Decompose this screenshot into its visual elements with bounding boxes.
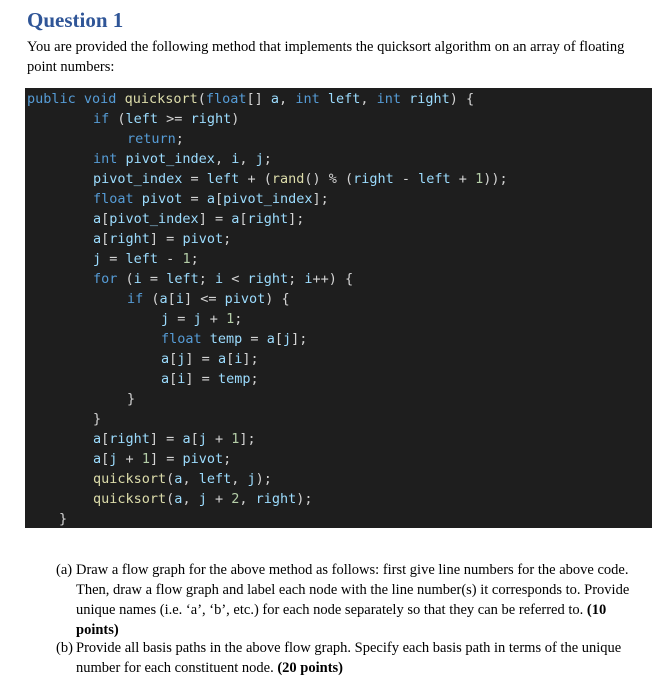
code-token: float <box>205 91 247 107</box>
code-token: + <box>206 431 232 447</box>
code-token: i <box>231 151 240 167</box>
code-token: >= <box>158 111 191 127</box>
code-token: int <box>93 151 118 167</box>
code-token: ( <box>197 91 206 107</box>
code-token: j <box>193 311 202 327</box>
code-token: rand <box>271 171 305 187</box>
code-line-6 <box>93 189 329 209</box>
part-b-points: (20 points) <box>277 660 343 676</box>
code-token: for <box>93 271 118 287</box>
code-token: right <box>109 231 150 247</box>
code-token: ]; <box>291 331 308 347</box>
code-token: a <box>161 371 170 387</box>
code-token: i <box>177 371 186 387</box>
code-line-8 <box>93 229 231 249</box>
code-token: = <box>141 271 167 287</box>
code-token: [ <box>167 291 176 307</box>
code-token: ; <box>198 271 215 287</box>
code-token: a <box>93 211 102 227</box>
code-token: pivot_index <box>223 191 313 207</box>
code-line-15 <box>161 369 259 389</box>
code-token: j <box>161 311 170 327</box>
code-line-21 <box>93 489 313 509</box>
part-a-marker: (a) <box>56 562 73 578</box>
code-token <box>116 91 124 107</box>
code-token <box>401 91 409 107</box>
code-token: ( <box>117 271 134 287</box>
code-token: ) { <box>265 291 290 307</box>
code-token: float <box>161 331 202 347</box>
code-token: a <box>270 91 280 107</box>
code-token <box>320 91 328 107</box>
code-token: ] = <box>198 211 232 227</box>
code-token: j <box>109 451 118 467</box>
code-token: left <box>125 251 159 267</box>
code-token: ; <box>234 311 243 327</box>
code-token: right <box>409 91 450 107</box>
code-token: , <box>239 151 256 167</box>
part-b-text: Provide all basis paths in the above flow graph. Specify each basis path in terms of the unique number for each constituent node. <box>76 640 622 676</box>
code-token: ; <box>263 151 272 167</box>
code-token <box>117 151 125 167</box>
code-token: i <box>214 271 224 287</box>
code-token: ) <box>231 111 240 127</box>
code-token: ] = <box>149 231 183 247</box>
part-b-text-block <box>76 638 646 678</box>
code-token: right <box>109 431 150 447</box>
code-token: [ <box>226 351 235 367</box>
code-token: ++) { <box>312 271 354 287</box>
code-token: ] = <box>149 431 183 447</box>
code-token: )); <box>483 171 508 187</box>
code-token: pivot <box>141 191 183 207</box>
code-token <box>76 91 84 107</box>
code-line-18 <box>93 429 256 449</box>
code-token: a <box>161 351 170 367</box>
code-token: ] = <box>149 451 183 467</box>
code-token: j <box>177 351 186 367</box>
code-token: j <box>93 251 102 267</box>
code-token: + <box>201 311 227 327</box>
code-token: = <box>242 331 267 347</box>
code-token: 2 <box>231 491 240 507</box>
code-token: 1 <box>226 311 235 327</box>
code-token: = <box>182 171 207 187</box>
code-token: ] = <box>185 351 218 367</box>
code-token: a <box>182 431 191 447</box>
code-token: ( <box>166 471 175 487</box>
code-token: = <box>169 311 194 327</box>
code-token: quicksort <box>124 91 198 107</box>
code-token: int <box>376 91 402 107</box>
code-token: j <box>255 151 264 167</box>
code-token: quicksort <box>93 471 167 487</box>
code-token: + <box>117 451 142 467</box>
code-token: float <box>93 191 134 207</box>
code-line-17 <box>93 409 101 429</box>
code-token: , <box>182 491 199 507</box>
code-token: < <box>223 271 248 287</box>
code-token: , <box>239 491 256 507</box>
code-token: ; <box>190 251 199 267</box>
code-token: [ <box>101 211 110 227</box>
question-part-a <box>56 560 646 640</box>
code-block <box>25 88 652 528</box>
code-line-3 <box>127 129 184 149</box>
code-token: j <box>247 471 256 487</box>
code-token: [ <box>101 451 110 467</box>
code-token: [ <box>101 431 110 447</box>
part-a-text-block <box>76 560 646 640</box>
code-token: right <box>353 171 394 187</box>
code-token: int <box>295 91 320 107</box>
code-token: + <box>450 171 476 187</box>
code-token: 1 <box>141 451 150 467</box>
code-token: ; <box>288 271 305 287</box>
code-token: [ <box>169 371 178 387</box>
code-token: left <box>327 91 361 107</box>
code-token: 1 <box>182 251 191 267</box>
code-token: ]; <box>288 211 305 227</box>
code-token: a <box>174 491 183 507</box>
code-token: ); <box>296 491 313 507</box>
code-token: , <box>231 471 248 487</box>
question-title: Question 1 <box>27 8 124 32</box>
code-token: a <box>159 291 168 307</box>
code-token: j <box>198 491 207 507</box>
code-token: 1 <box>231 431 240 447</box>
code-line-22 <box>59 509 67 529</box>
code-token: temp <box>209 331 243 347</box>
code-token: , <box>360 91 377 107</box>
code-token: i <box>304 271 313 287</box>
question-intro: You are provided the following method that implements the quicksort algorithm on an array of floating point numbers: <box>27 39 625 75</box>
code-token: ( <box>143 291 160 307</box>
code-token: left <box>198 471 232 487</box>
code-line-14 <box>161 349 259 369</box>
code-line-10 <box>93 269 353 289</box>
code-token: = <box>101 251 126 267</box>
code-token: a <box>93 451 102 467</box>
part-b-marker: (b) <box>56 640 73 656</box>
code-token: ; <box>250 371 259 387</box>
code-token: a <box>93 431 102 447</box>
code-token: + ( <box>239 171 272 187</box>
code-token: right <box>247 211 289 227</box>
code-token: i <box>133 271 142 287</box>
code-token: [ <box>214 191 224 207</box>
code-token: ] <= <box>183 291 225 307</box>
code-token: right <box>190 111 232 127</box>
code-line-5 <box>93 169 508 189</box>
code-token: ; <box>223 231 232 247</box>
code-line-19 <box>93 449 231 469</box>
code-token: () % ( <box>304 171 354 187</box>
code-token: 1 <box>475 171 484 187</box>
code-token: [ <box>239 211 248 227</box>
code-token: left <box>418 171 451 187</box>
code-token: left <box>125 111 159 127</box>
code-token: ] = <box>185 371 218 387</box>
code-token: quicksort <box>93 491 167 507</box>
code-token: [ <box>101 231 110 247</box>
code-token: + <box>206 491 232 507</box>
code-token: a <box>174 471 183 487</box>
code-token: pivot <box>182 451 224 467</box>
code-token: ]; <box>312 191 329 207</box>
code-token: ( <box>109 111 126 127</box>
code-token: a <box>93 231 102 247</box>
code-token: pivot_index <box>93 171 183 187</box>
code-token: [ <box>274 331 283 347</box>
code-token: pivot <box>224 291 266 307</box>
code-line-1 <box>27 89 474 109</box>
code-token: left <box>206 171 240 187</box>
code-token: - <box>393 171 419 187</box>
code-token: } <box>59 511 68 527</box>
code-token: temp <box>217 371 251 387</box>
code-token: a <box>217 351 227 367</box>
code-line-2 <box>93 109 239 129</box>
code-token: if <box>93 111 110 127</box>
code-token: a <box>266 331 275 347</box>
code-token: ]; <box>239 431 256 447</box>
code-token: ; <box>223 451 232 467</box>
code-token: return <box>127 131 176 147</box>
code-token: pivot <box>182 231 224 247</box>
code-token: a <box>206 191 215 207</box>
code-token: ( <box>166 491 175 507</box>
code-token: , <box>279 91 296 107</box>
code-token <box>134 191 142 207</box>
code-token: , <box>214 151 232 167</box>
code-token: [ <box>190 431 199 447</box>
code-line-7 <box>93 209 304 229</box>
code-token: left <box>166 271 199 287</box>
code-token: if <box>127 291 144 307</box>
code-line-4 <box>93 149 272 169</box>
code-token: ; <box>175 131 184 147</box>
code-token: pivot_index <box>125 151 215 167</box>
code-token <box>202 331 210 347</box>
code-token: public <box>27 91 76 107</box>
code-line-9 <box>93 249 199 269</box>
question-part-b <box>56 638 646 678</box>
part-a-text: Draw a flow graph for the above method as follows: first give line numbers for the above code. Then, draw a flow graph and label each node with the line number(s) it corresponds to. Provide unique names (i.e. ‘a’, ‘b’, etc.) for each node separately so that they can be referred to. <box>76 562 630 618</box>
code-token: = <box>182 191 207 207</box>
code-line-11 <box>127 289 290 309</box>
code-line-12 <box>161 309 242 329</box>
code-token: ) { <box>449 91 475 107</box>
code-token: , <box>182 471 199 487</box>
code-token: pivot_index <box>109 211 199 227</box>
code-line-16 <box>127 389 135 409</box>
code-token: [ <box>169 351 178 367</box>
code-token: } <box>93 411 102 427</box>
code-token: j <box>198 431 207 447</box>
code-token: right <box>255 491 297 507</box>
code-token: i <box>175 291 184 307</box>
part-a-points: (10 points) <box>76 602 607 638</box>
code-line-20 <box>93 469 272 489</box>
code-token: [] <box>246 91 271 107</box>
code-token: j <box>282 331 292 347</box>
code-token: a <box>231 211 240 227</box>
code-token: - <box>158 251 183 267</box>
code-token: void <box>83 91 117 107</box>
code-token: ); <box>255 471 272 487</box>
code-line-13 <box>161 329 307 349</box>
code-token: right <box>247 271 289 287</box>
code-token: } <box>127 391 136 407</box>
code-token: ]; <box>242 351 259 367</box>
code-token: i <box>234 351 243 367</box>
